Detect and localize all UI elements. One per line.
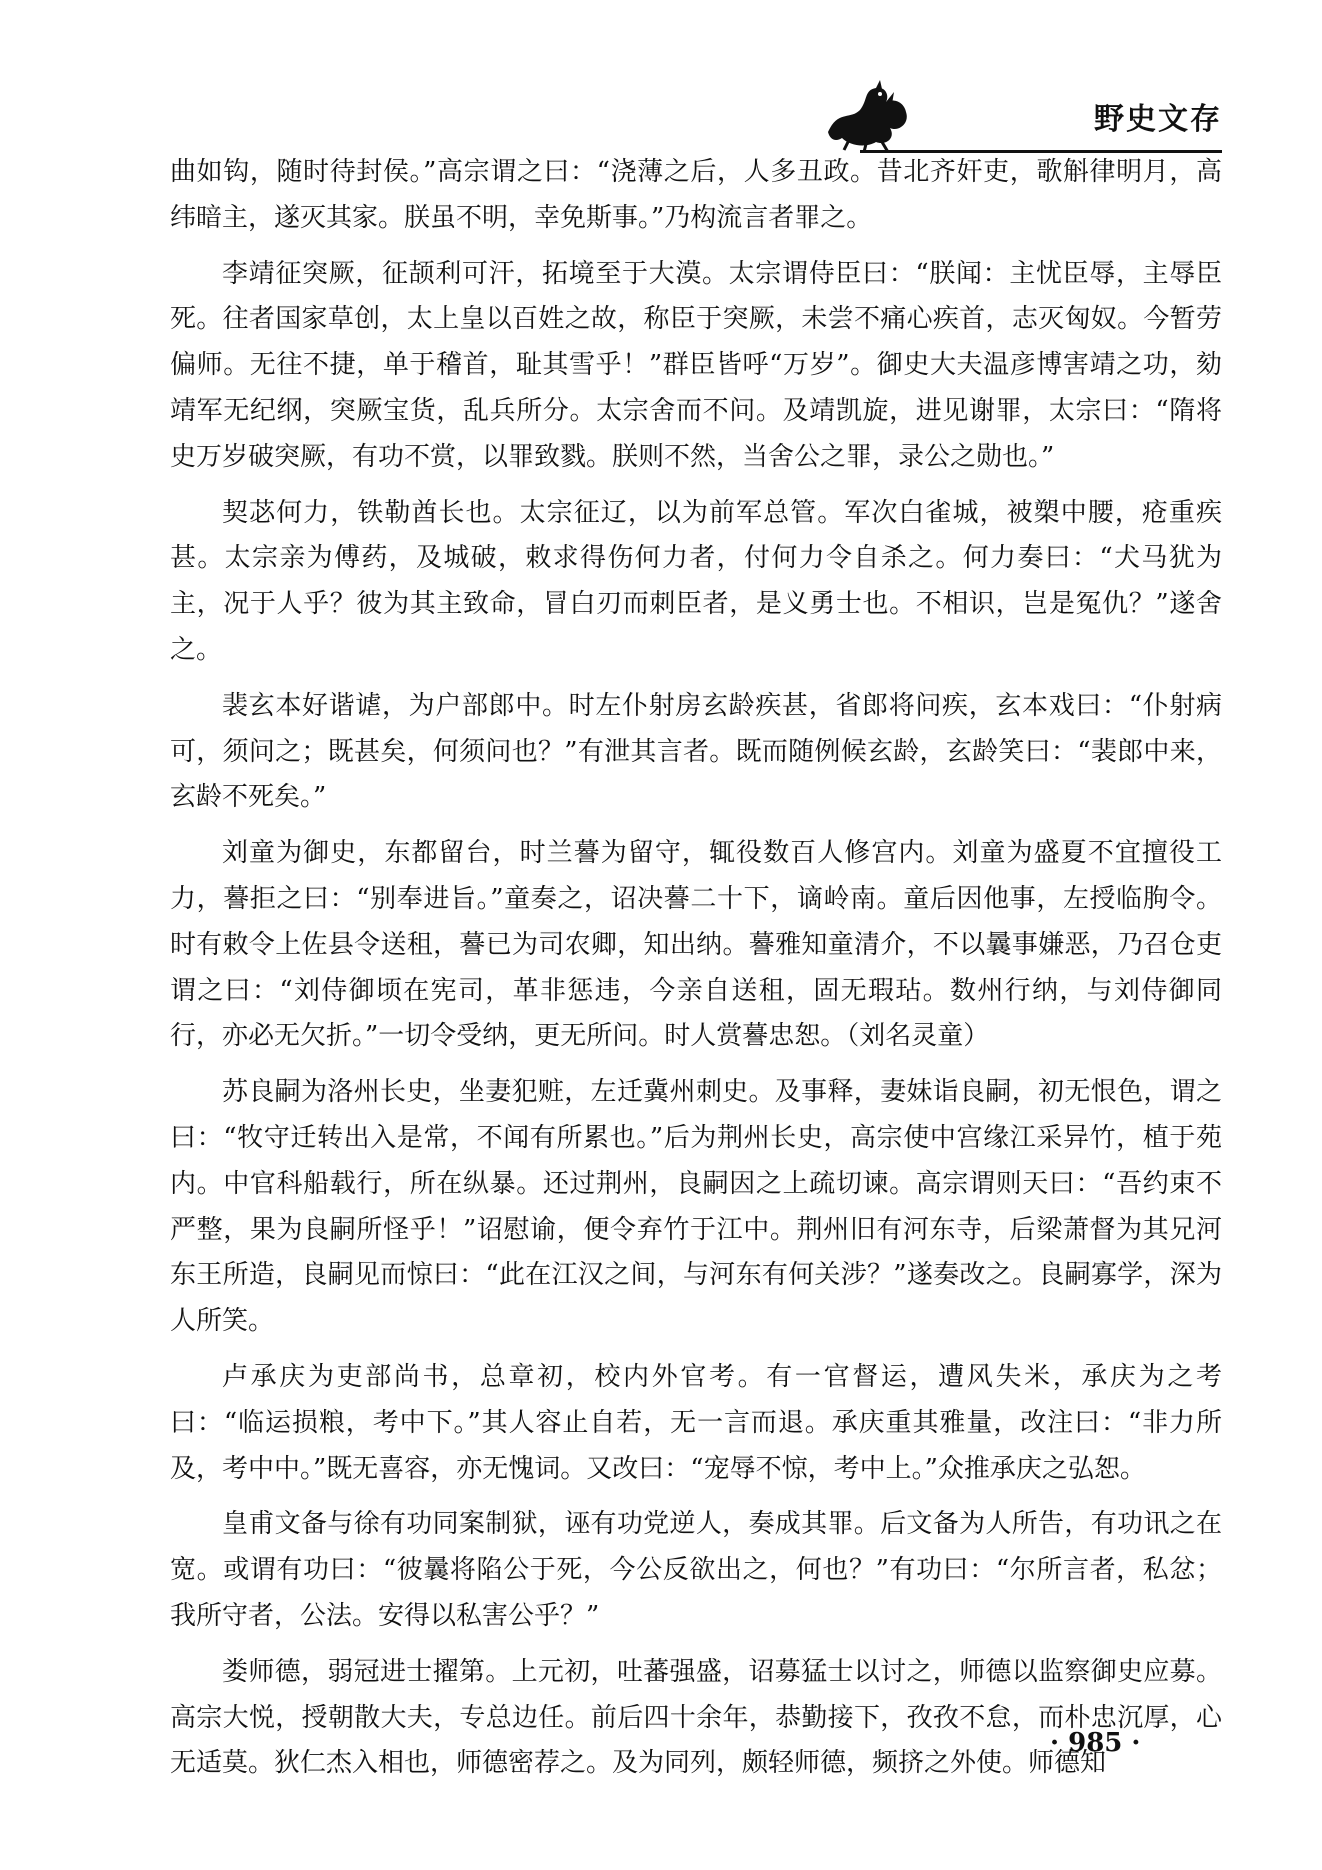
paragraph-huangfu-wenbei: 皇甫文备与徐有功同案制狱，诬有功党逆人，奏成其罪。后文备为人所告，有功讯之在宽。或谓有功曰：“彼曩将陷公于死，今公反欲出之，何也？”有功曰：“尔所言者，私忿；我所守者，公法。安得以私害公乎？” — [170, 1509, 1222, 1631]
paragraph-li-jing: 李靖征突厥，征颉利可汗，拓境至于大漠。太宗谓侍臣曰：“朕闻：主忧臣辱，主辱臣死。往者国家草创，太上皇以百姓之故，称臣于突厥，未尝不痛心疾首，志灭匈奴。今暂劳偏师。无往不捷，单于稽首，耻其雪乎！”群臣皆呼“万岁”。御史大夫温彦博害靖之功，劾靖军无纪纲，突厥宝货，乱兵所分。太宗舍而不问。及靖凯旋，进见谢罪，太宗曰：“隋将史万岁破突厥，有功不赏，以罪致戮。朕则不然，当舍公之罪，录公之勋也。” — [170, 258, 1222, 472]
body-text — [170, 150, 1222, 1797]
page-header — [170, 70, 1222, 160]
paragraph-lu-chengqing: 卢承庆为吏部尚书，总章初，校内外官考。有一官督运，遭风失米，承庆为之考曰：“临运损粮，考中下。”其人容止自若，无一言而退。承庆重其雅量，改注曰：“非力所及，考中中。”既无喜容，亦无愧词。又改曰：“宠辱不惊，考中上。”众推承庆之弘恕。 — [170, 1361, 1222, 1484]
page-number: · 985 · — [1050, 1728, 1141, 1758]
paragraph-pei-xuanben: 裴玄本好谐谑，为户部郎中。时左仆射房玄龄疾甚，省郎将问疾，玄本戏曰：“仆射病可，须问之；既甚矣，何须问也？”有泄其言者。既而随例候玄龄，玄龄笑曰：“裴郎中来，玄龄不死矣。” — [170, 690, 1222, 813]
paragraph-su-liangsi: 苏良嗣为洛州长史，坐妻犯赃，左迁冀州刺史。及事释，妻妹诣良嗣，初无恨色，谓之曰：“牧守迁转出入是常，不闻有所累也。”后为荆州长史，高宗使中宫缘江采异竹，植于苑内。中官科船载行，所在纵暴。还过荆州，良嗣因之上疏切谏。高宗谓则天曰：“吾约束不严整，果为良嗣所怪乎！”诏慰谕，便令弃竹于江中。荆州旧有河东寺，后梁萧督为其兄河东王所造，良嗣见而惊曰：“此在江汉之间，与河东有何关涉？”遂奏改之。良嗣寡学，深为人所笑。 — [170, 1077, 1222, 1337]
paragraph-liu-tong: 刘童为御史，东都留台，时兰謩为留守，辄役数百人修宫内。刘童为盛夏不宜擅役工力，謩拒之曰：“别奉进旨。”童奏之，诏决謩二十下，谪岭南。童后因他事，左授临朐令。时有敕令上佐县令送租，謩已为司农卿，知出纳。謩雅知童清介，不以曩事嫌恶，乃召仓吏谓之曰：“刘侍御顷在宪司，革非惩违，今亲自送租，固无瑕玷。数州行纳，与刘侍御同行，亦必无欠折。”一切令受纳，更无所问。时人赏謩忠恕。（刘名灵童） — [170, 838, 1222, 1052]
paragraph-lou-shide: 娄师德，弱冠进士擢第。上元初，吐蕃强盛，诏募猛士以讨之，师德以监察御史应募。高宗大悦，授朝散大夫，专总边任。前后四十余年，恭勤接下，孜孜不怠，而朴忠沉厚，心无适莫。狄仁杰入相也，师德密荐之。及为同列，颇轻师德，频挤之外使。师德知 — [170, 1656, 1222, 1779]
dragon-emblem-icon — [820, 80, 920, 152]
paragraph-qibi-heli: 契苾何力，铁勒酋长也。太宗征辽，以为前军总管。军次白雀城，被槊中腰，疮重疾甚。太宗亲为傅药，及城破，敕求得伤何力者，付何力令自杀之。何力奏曰：“犬马犹为主，况于人乎？彼为其主致命，冒白刃而刺臣者，是义勇士也。不相识，岂是冤仇？”遂舍之。 — [170, 497, 1222, 665]
running-title: 野史文存 — [1094, 102, 1222, 137]
paragraph-continued: 曲如钩，随时待封侯。”高宗谓之曰：“浇薄之后，人多丑政。昔北齐奸吏，歌斛律明月，高纬暗主，遂灭其家。朕虽不明，幸免斯事。”乃构流言者罪之。 — [170, 157, 1222, 233]
